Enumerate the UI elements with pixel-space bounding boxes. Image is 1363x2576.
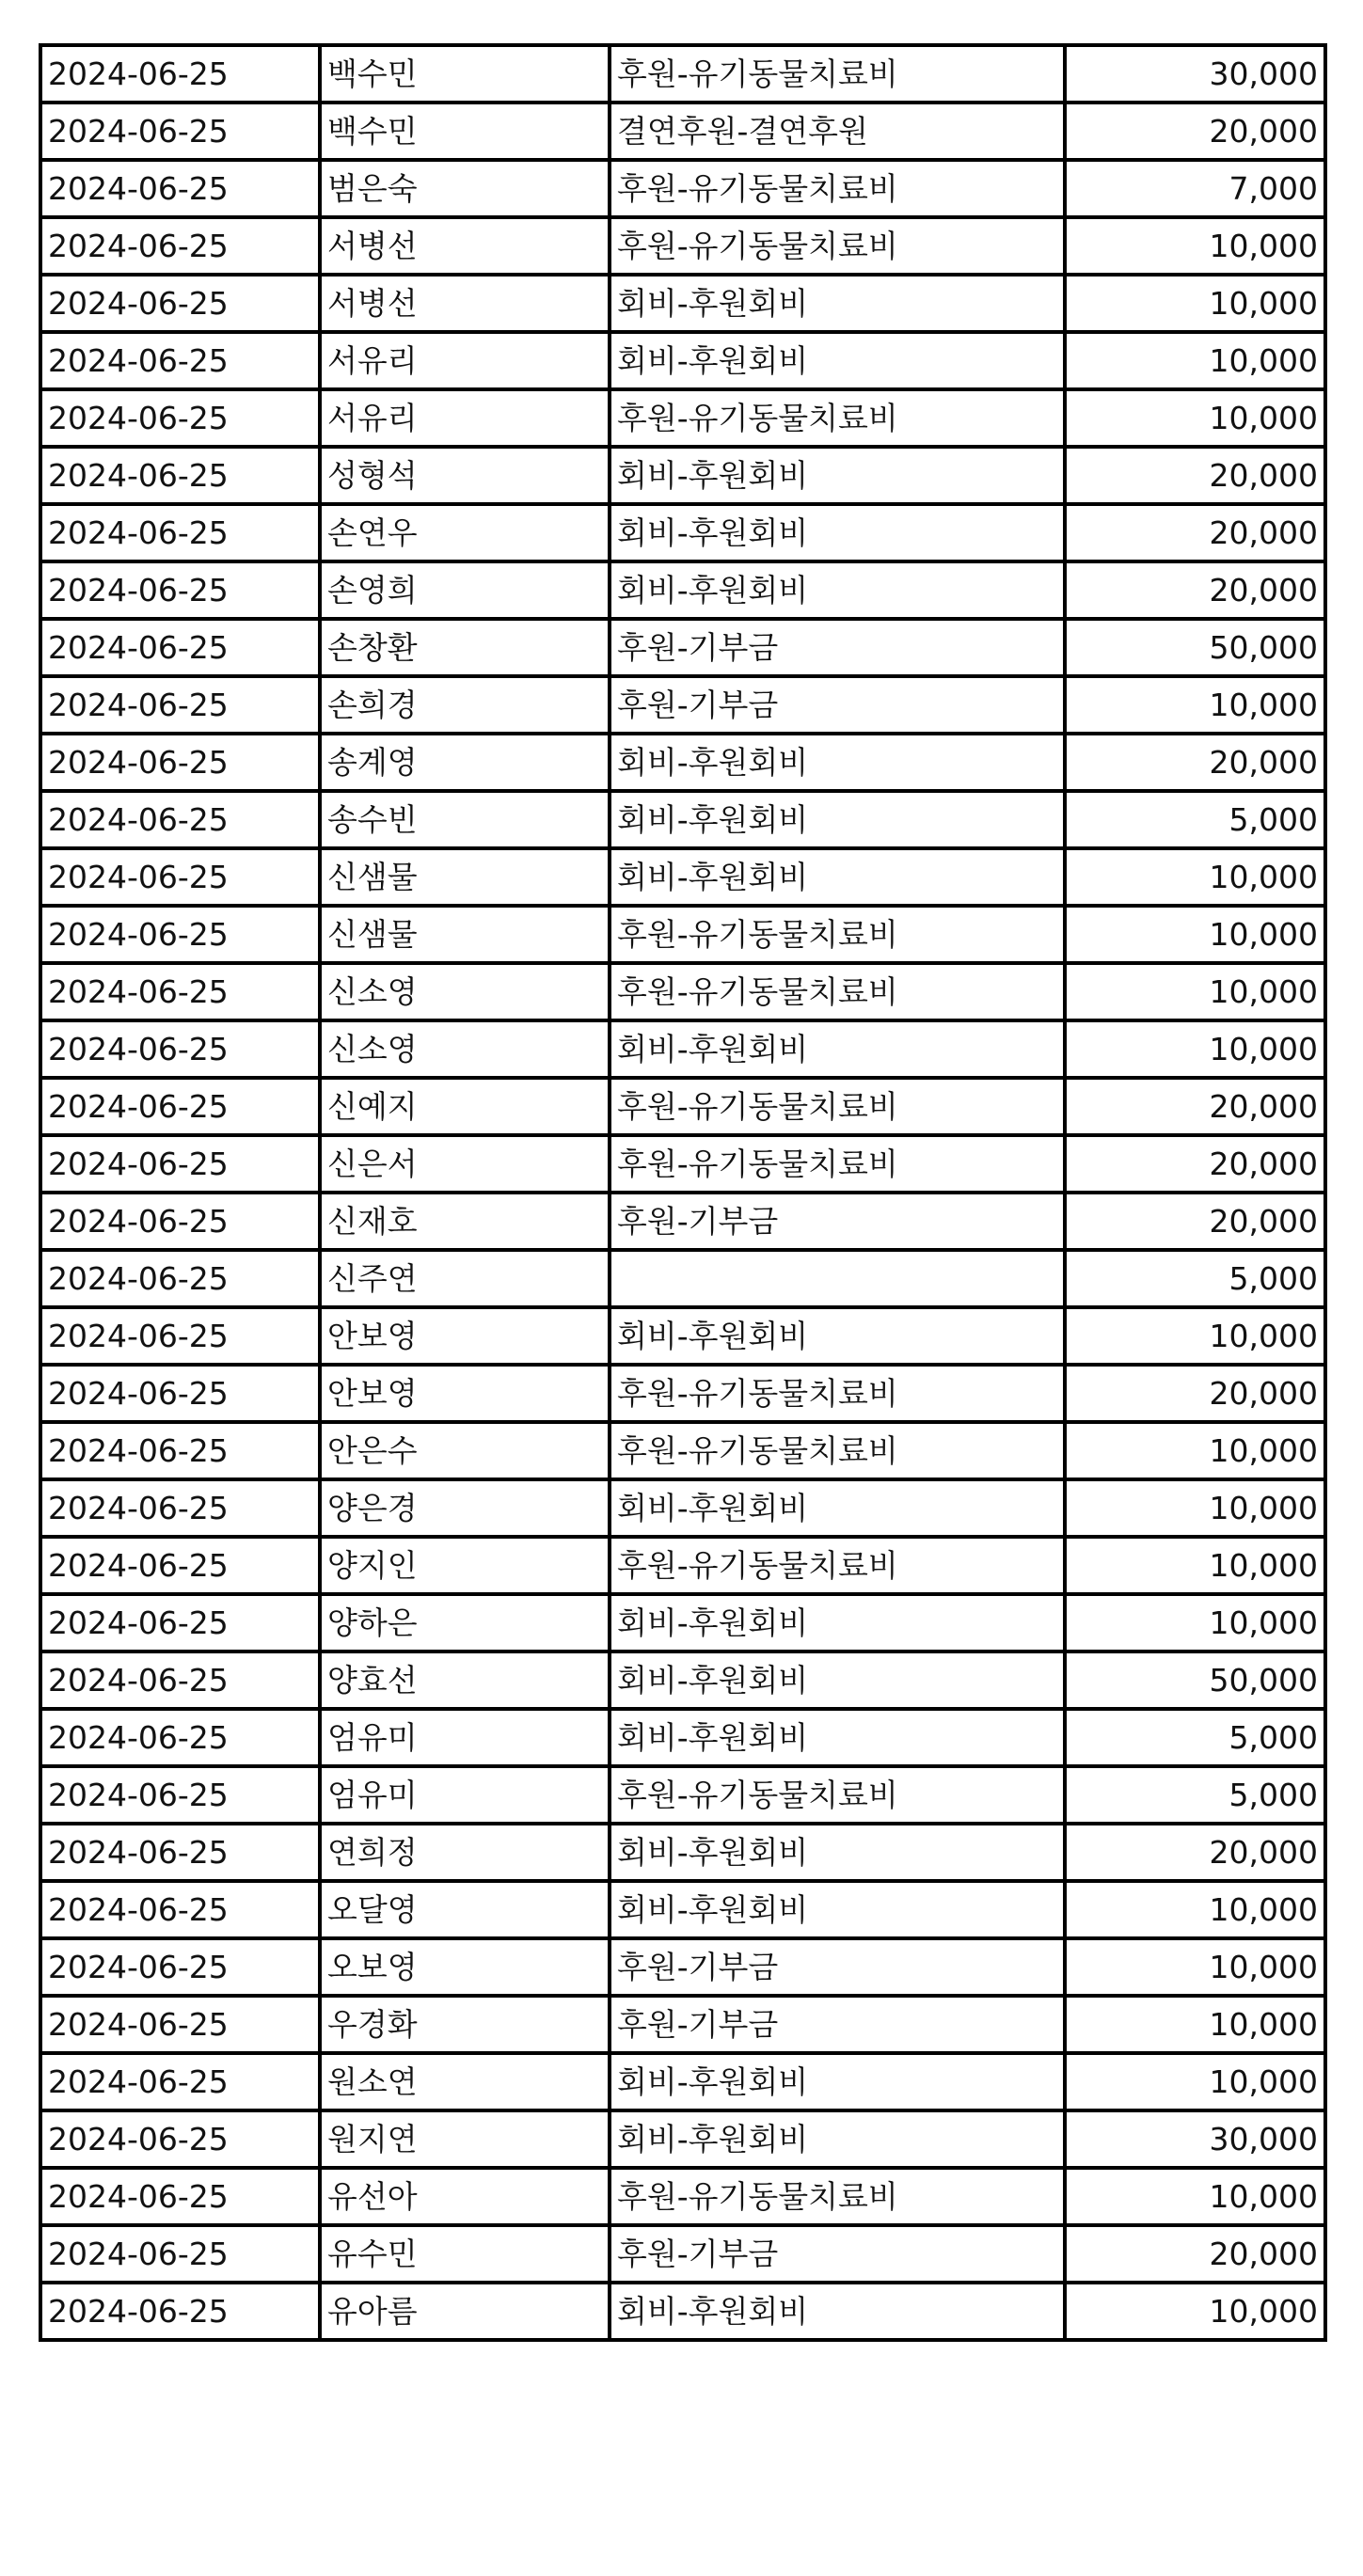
table-row	[40, 1709, 1325, 1766]
name-cell: 안보영	[320, 1307, 610, 1365]
date-cell: 2024-06-25	[40, 963, 320, 1020]
table-row	[40, 963, 1325, 1020]
table-row	[40, 676, 1325, 734]
name-cell: 손희경	[320, 676, 610, 734]
amount-cell: 10,000	[1065, 1996, 1325, 2053]
table-row	[40, 1824, 1325, 1881]
table-row	[40, 160, 1325, 217]
table-row	[40, 2110, 1325, 2168]
table-row	[40, 791, 1325, 848]
date-cell: 2024-06-25	[40, 1824, 320, 1881]
amount-cell: 30,000	[1065, 2110, 1325, 2168]
category-cell: 후원-유기동물치료비	[610, 1422, 1065, 1479]
category-cell: 후원-기부금	[610, 2225, 1065, 2283]
category-cell: 후원-유기동물치료비	[610, 1135, 1065, 1193]
category-cell: 후원-유기동물치료비	[610, 1078, 1065, 1135]
amount-cell: 20,000	[1065, 1078, 1325, 1135]
table-row	[40, 1250, 1325, 1307]
name-cell: 서유리	[320, 389, 610, 447]
table-row	[40, 1996, 1325, 2053]
date-cell: 2024-06-25	[40, 504, 320, 561]
amount-cell: 20,000	[1065, 447, 1325, 504]
date-cell: 2024-06-25	[40, 1020, 320, 1078]
table-row	[40, 1135, 1325, 1193]
category-cell: 회비-후원회비	[610, 2283, 1065, 2340]
date-cell: 2024-06-25	[40, 906, 320, 963]
name-cell: 성형석	[320, 447, 610, 504]
name-cell: 오달영	[320, 1881, 610, 1938]
table-row	[40, 1651, 1325, 1709]
date-cell: 2024-06-25	[40, 1422, 320, 1479]
category-cell: 회비-후원회비	[610, 1651, 1065, 1709]
amount-cell: 10,000	[1065, 676, 1325, 734]
table-row	[40, 1307, 1325, 1365]
date-cell: 2024-06-25	[40, 217, 320, 275]
amount-cell: 10,000	[1065, 1307, 1325, 1365]
table-row	[40, 619, 1325, 676]
date-cell: 2024-06-25	[40, 1250, 320, 1307]
amount-cell: 10,000	[1065, 1479, 1325, 1537]
category-cell: 결연후원-결연후원	[610, 103, 1065, 160]
amount-cell: 10,000	[1065, 1537, 1325, 1594]
amount-cell: 10,000	[1065, 1938, 1325, 1996]
amount-cell: 10,000	[1065, 332, 1325, 389]
table-row	[40, 1479, 1325, 1537]
date-cell: 2024-06-25	[40, 619, 320, 676]
date-cell: 2024-06-25	[40, 1651, 320, 1709]
date-cell: 2024-06-25	[40, 1307, 320, 1365]
table-row	[40, 1365, 1325, 1422]
name-cell: 범은숙	[320, 160, 610, 217]
date-cell: 2024-06-25	[40, 1996, 320, 2053]
category-cell: 후원-유기동물치료비	[610, 45, 1065, 103]
date-cell: 2024-06-25	[40, 1881, 320, 1938]
name-cell: 손창환	[320, 619, 610, 676]
table-row	[40, 734, 1325, 791]
category-cell: 회비-후원회비	[610, 332, 1065, 389]
category-cell: 후원-유기동물치료비	[610, 389, 1065, 447]
table-row	[40, 45, 1325, 103]
date-cell: 2024-06-25	[40, 1365, 320, 1422]
table-body	[40, 45, 1325, 2340]
category-cell: 회비-후원회비	[610, 2053, 1065, 2110]
name-cell: 우경화	[320, 1996, 610, 2053]
amount-cell: 20,000	[1065, 1193, 1325, 1250]
date-cell: 2024-06-25	[40, 1078, 320, 1135]
table-row	[40, 1766, 1325, 1824]
category-cell: 후원-유기동물치료비	[610, 1365, 1065, 1422]
amount-cell: 20,000	[1065, 1824, 1325, 1881]
category-cell: 후원-유기동물치료비	[610, 1766, 1065, 1824]
amount-cell: 20,000	[1065, 2225, 1325, 2283]
category-cell: 후원-유기동물치료비	[610, 906, 1065, 963]
amount-cell: 50,000	[1065, 1651, 1325, 1709]
name-cell: 양효선	[320, 1651, 610, 1709]
amount-cell: 10,000	[1065, 1881, 1325, 1938]
category-cell: 회비-후원회비	[610, 1881, 1065, 1938]
category-cell: 후원-유기동물치료비	[610, 963, 1065, 1020]
table-row	[40, 389, 1325, 447]
category-cell: 후원-기부금	[610, 619, 1065, 676]
name-cell: 신예지	[320, 1078, 610, 1135]
name-cell: 유수민	[320, 2225, 610, 2283]
name-cell: 안은수	[320, 1422, 610, 1479]
table-row	[40, 1020, 1325, 1078]
date-cell: 2024-06-25	[40, 1594, 320, 1651]
date-cell: 2024-06-25	[40, 2225, 320, 2283]
amount-cell: 10,000	[1065, 2283, 1325, 2340]
category-cell: 회비-후원회비	[610, 734, 1065, 791]
table-row	[40, 561, 1325, 619]
donation-table	[39, 43, 1327, 2342]
date-cell: 2024-06-25	[40, 1938, 320, 1996]
table-row	[40, 1881, 1325, 1938]
amount-cell: 10,000	[1065, 1594, 1325, 1651]
name-cell: 서병선	[320, 217, 610, 275]
amount-cell: 5,000	[1065, 791, 1325, 848]
category-cell: 후원-유기동물치료비	[610, 1537, 1065, 1594]
amount-cell: 50,000	[1065, 619, 1325, 676]
name-cell: 신소영	[320, 1020, 610, 1078]
table-row	[40, 1537, 1325, 1594]
name-cell: 엄유미	[320, 1766, 610, 1824]
amount-cell: 10,000	[1065, 906, 1325, 963]
amount-cell: 10,000	[1065, 2168, 1325, 2225]
date-cell: 2024-06-25	[40, 45, 320, 103]
amount-cell: 20,000	[1065, 1365, 1325, 1422]
category-cell: 회비-후원회비	[610, 1479, 1065, 1537]
amount-cell: 10,000	[1065, 275, 1325, 332]
category-cell: 회비-후원회비	[610, 1709, 1065, 1766]
name-cell: 안보영	[320, 1365, 610, 1422]
amount-cell: 10,000	[1065, 963, 1325, 1020]
name-cell: 양지인	[320, 1537, 610, 1594]
amount-cell: 10,000	[1065, 389, 1325, 447]
table-row	[40, 848, 1325, 906]
date-cell: 2024-06-25	[40, 1766, 320, 1824]
date-cell: 2024-06-25	[40, 389, 320, 447]
category-cell: 회비-후원회비	[610, 1307, 1065, 1365]
date-cell: 2024-06-25	[40, 2283, 320, 2340]
category-cell: 후원-유기동물치료비	[610, 217, 1065, 275]
date-cell: 2024-06-25	[40, 1709, 320, 1766]
table-row	[40, 906, 1325, 963]
table-row	[40, 332, 1325, 389]
name-cell: 신샘물	[320, 906, 610, 963]
name-cell: 신소영	[320, 963, 610, 1020]
category-cell: 회비-후원회비	[610, 1594, 1065, 1651]
name-cell: 엄유미	[320, 1709, 610, 1766]
category-cell: 후원-기부금	[610, 1996, 1065, 2053]
table-row	[40, 2168, 1325, 2225]
amount-cell: 20,000	[1065, 1135, 1325, 1193]
category-cell: 회비-후원회비	[610, 561, 1065, 619]
name-cell: 유아름	[320, 2283, 610, 2340]
amount-cell: 5,000	[1065, 1250, 1325, 1307]
date-cell: 2024-06-25	[40, 791, 320, 848]
table-row	[40, 2225, 1325, 2283]
name-cell: 신주연	[320, 1250, 610, 1307]
date-cell: 2024-06-25	[40, 2168, 320, 2225]
table-row	[40, 275, 1325, 332]
name-cell: 원소연	[320, 2053, 610, 2110]
name-cell: 양은경	[320, 1479, 610, 1537]
amount-cell: 10,000	[1065, 2053, 1325, 2110]
name-cell: 신재호	[320, 1193, 610, 1250]
table-row	[40, 2053, 1325, 2110]
category-cell: 회비-후원회비	[610, 791, 1065, 848]
date-cell: 2024-06-25	[40, 1537, 320, 1594]
name-cell: 유선아	[320, 2168, 610, 2225]
table-row	[40, 1938, 1325, 1996]
amount-cell: 30,000	[1065, 45, 1325, 103]
name-cell: 신은서	[320, 1135, 610, 1193]
amount-cell: 20,000	[1065, 561, 1325, 619]
category-cell	[610, 1250, 1065, 1307]
date-cell: 2024-06-25	[40, 2053, 320, 2110]
table-row	[40, 1193, 1325, 1250]
name-cell: 송수빈	[320, 791, 610, 848]
amount-cell: 10,000	[1065, 217, 1325, 275]
category-cell: 후원-유기동물치료비	[610, 2168, 1065, 2225]
name-cell: 송계영	[320, 734, 610, 791]
name-cell: 손연우	[320, 504, 610, 561]
name-cell: 오보영	[320, 1938, 610, 1996]
name-cell: 백수민	[320, 45, 610, 103]
category-cell: 회비-후원회비	[610, 2110, 1065, 2168]
amount-cell: 5,000	[1065, 1766, 1325, 1824]
table-row	[40, 447, 1325, 504]
name-cell: 양하은	[320, 1594, 610, 1651]
category-cell: 후원-기부금	[610, 1938, 1065, 1996]
table-row	[40, 504, 1325, 561]
category-cell: 회비-후원회비	[610, 275, 1065, 332]
date-cell: 2024-06-25	[40, 447, 320, 504]
category-cell: 회비-후원회비	[610, 1020, 1065, 1078]
amount-cell: 7,000	[1065, 160, 1325, 217]
category-cell: 회비-후원회비	[610, 504, 1065, 561]
amount-cell: 10,000	[1065, 1422, 1325, 1479]
amount-cell: 10,000	[1065, 1020, 1325, 1078]
date-cell: 2024-06-25	[40, 676, 320, 734]
table-row	[40, 1078, 1325, 1135]
table-row	[40, 1594, 1325, 1651]
category-cell: 회비-후원회비	[610, 447, 1065, 504]
category-cell: 후원-유기동물치료비	[610, 160, 1065, 217]
table-row	[40, 1422, 1325, 1479]
amount-cell: 5,000	[1065, 1709, 1325, 1766]
name-cell: 서병선	[320, 275, 610, 332]
name-cell: 백수민	[320, 103, 610, 160]
date-cell: 2024-06-25	[40, 1479, 320, 1537]
category-cell: 후원-기부금	[610, 676, 1065, 734]
date-cell: 2024-06-25	[40, 561, 320, 619]
category-cell: 회비-후원회비	[610, 848, 1065, 906]
amount-cell: 20,000	[1065, 504, 1325, 561]
name-cell: 원지연	[320, 2110, 610, 2168]
date-cell: 2024-06-25	[40, 275, 320, 332]
table-row	[40, 2283, 1325, 2340]
name-cell: 신샘물	[320, 848, 610, 906]
amount-cell: 10,000	[1065, 848, 1325, 906]
date-cell: 2024-06-25	[40, 848, 320, 906]
category-cell: 후원-기부금	[610, 1193, 1065, 1250]
name-cell: 손영희	[320, 561, 610, 619]
category-cell: 회비-후원회비	[610, 1824, 1065, 1881]
amount-cell: 20,000	[1065, 103, 1325, 160]
table-row	[40, 217, 1325, 275]
name-cell: 연희정	[320, 1824, 610, 1881]
table-row	[40, 103, 1325, 160]
date-cell: 2024-06-25	[40, 1135, 320, 1193]
date-cell: 2024-06-25	[40, 1193, 320, 1250]
date-cell: 2024-06-25	[40, 2110, 320, 2168]
amount-cell: 20,000	[1065, 734, 1325, 791]
name-cell: 서유리	[320, 332, 610, 389]
date-cell: 2024-06-25	[40, 103, 320, 160]
date-cell: 2024-06-25	[40, 734, 320, 791]
date-cell: 2024-06-25	[40, 332, 320, 389]
date-cell: 2024-06-25	[40, 160, 320, 217]
